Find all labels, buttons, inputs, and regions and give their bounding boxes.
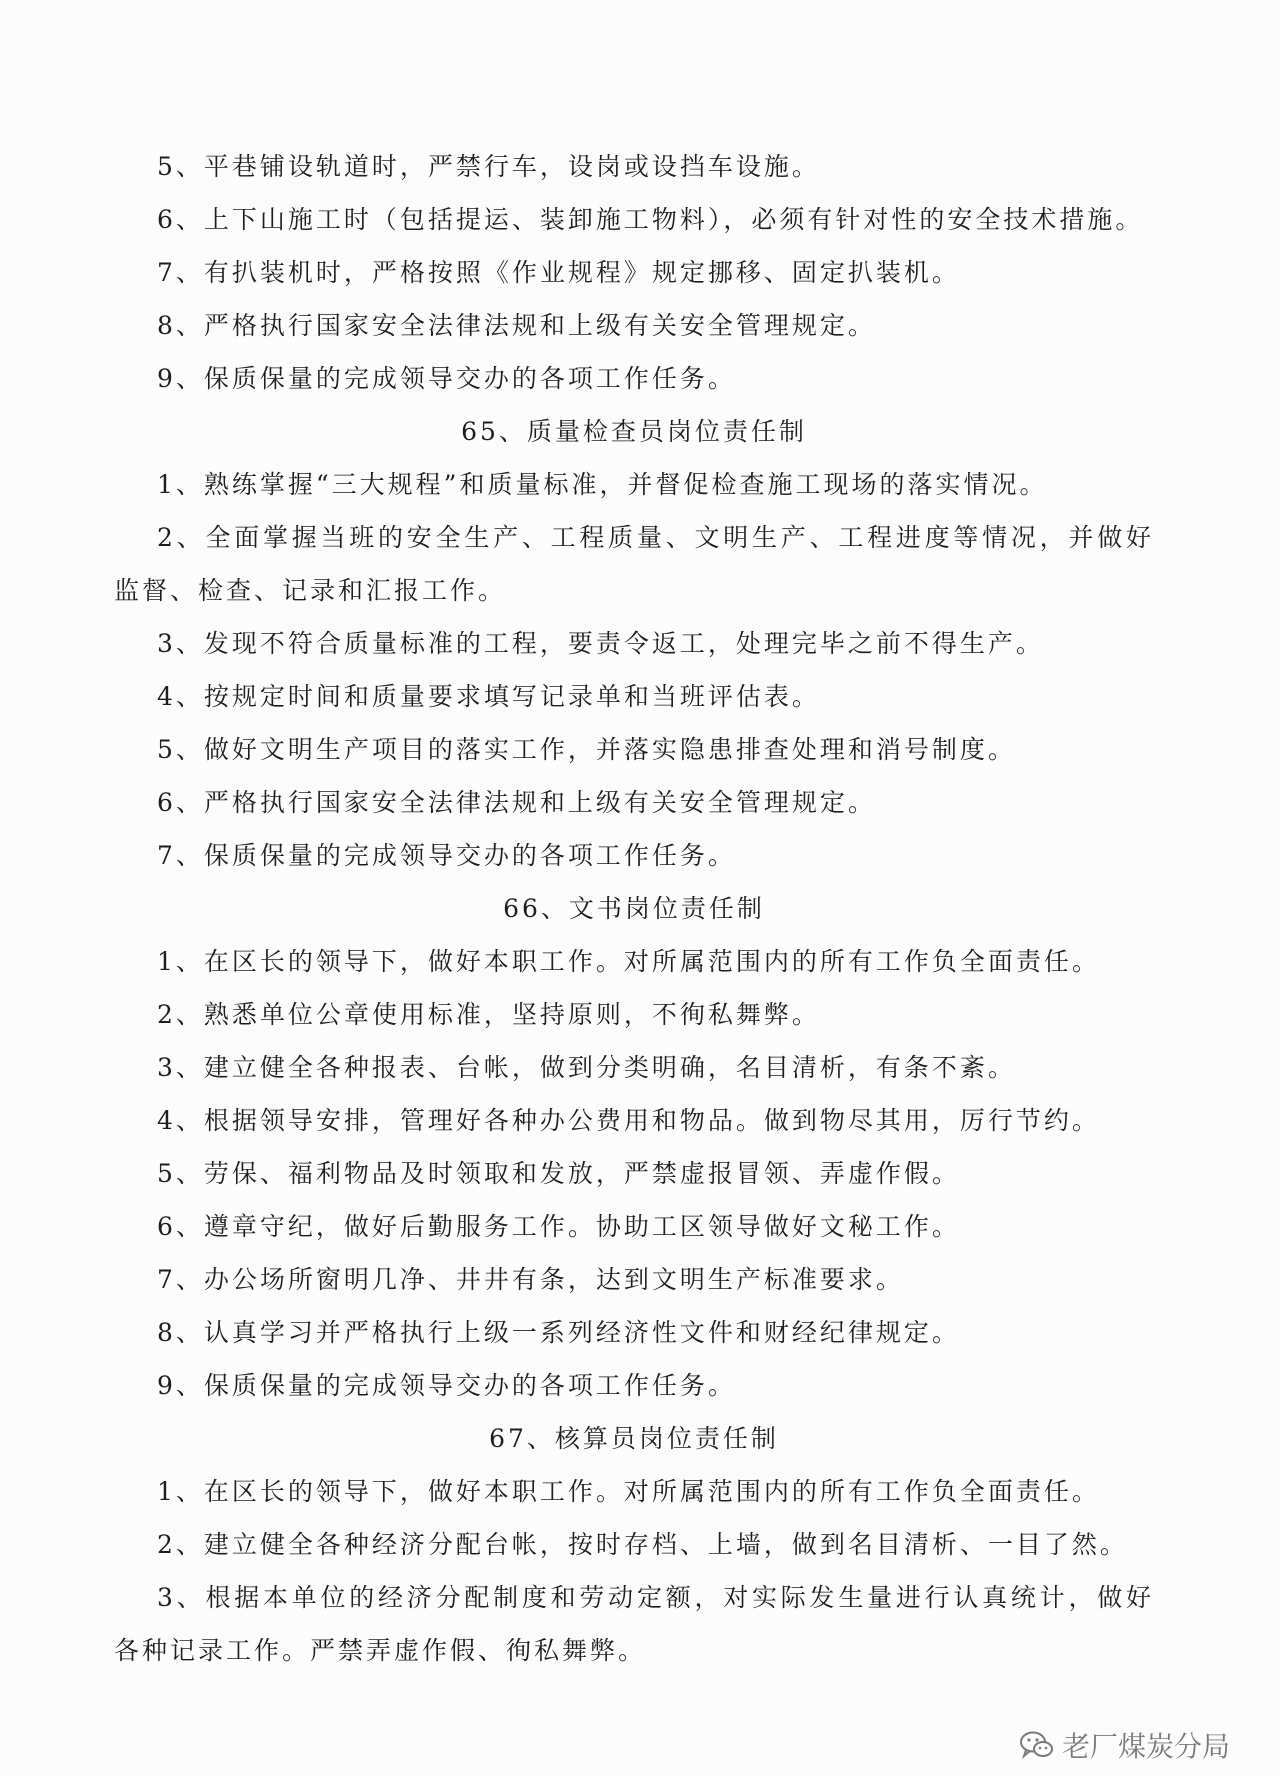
list-item: 7、有扒装机时，严格按照《作业规程》规定挪移、固定扒装机。 bbox=[157, 258, 960, 287]
list-item: 1、在区长的领导下，做好本职工作。对所属范围内的所有工作负全面责任。 bbox=[157, 1477, 1100, 1506]
list-item-continuation: 各种记录工作。严禁弄虚作假、徇私舞弊。 bbox=[114, 1636, 647, 1665]
section-66-title: 66、文书岗位责任制 bbox=[503, 894, 765, 923]
list-item: 2、熟悉单位公章使用标准，坚持原则，不徇私舞弊。 bbox=[157, 1000, 820, 1029]
wechat-icon bbox=[1020, 1730, 1054, 1760]
list-item: 2、建立健全各种经济分配台帐，按时存档、上墙，做到名目清析、一目了然。 bbox=[157, 1530, 1128, 1559]
list-item: 6、遵章守纪，做好后勤服务工作。协助工区领导做好文秘工作。 bbox=[157, 1212, 960, 1241]
list-item: 1、熟练掌握“三大规程”和质量标准，并督促检查施工现场的落实情况。 bbox=[157, 470, 1048, 499]
list-item: 8、认真学习并严格执行上级一系列经济性文件和财经纪律规定。 bbox=[157, 1318, 960, 1347]
watermark-text: 老厂煤炭分局 bbox=[1061, 1730, 1230, 1763]
list-item: 5、做好文明生产项目的落实工作，并落实隐患排查处理和消号制度。 bbox=[157, 735, 1016, 764]
list-item: 9、保质保量的完成领导交办的各项工作任务。 bbox=[157, 1371, 736, 1400]
list-item: 1、在区长的领导下，做好本职工作。对所属范围内的所有工作负全面责任。 bbox=[157, 947, 1100, 976]
list-item: 8、严格执行国家安全法律法规和上级有关安全管理规定。 bbox=[157, 311, 876, 340]
list-item: 4、按规定时间和质量要求填写记录单和当班评估表。 bbox=[157, 682, 820, 711]
section-67-title: 67、核算员岗位责任制 bbox=[489, 1424, 779, 1453]
list-item: 5、劳保、福利物品及时领取和发放，严禁虚报冒领、弄虚作假。 bbox=[157, 1159, 960, 1188]
list-item: 2、全面掌握当班的安全生产、工程质量、文明生产、工程进度等情况，并做好 bbox=[157, 523, 1154, 552]
list-item: 3、建立健全各种报表、台帐，做到分类明确，名目清析，有条不紊。 bbox=[157, 1053, 1016, 1082]
list-item: 4、根据领导安排，管理好各种办公费用和物品。做到物尽其用，厉行节约。 bbox=[157, 1106, 1100, 1135]
list-item: 7、办公场所窗明几净、井井有条，达到文明生产标准要求。 bbox=[157, 1265, 904, 1294]
list-item: 5、平巷铺设轨道时，严禁行车，设岗或设挡车设施。 bbox=[157, 152, 820, 181]
document-body bbox=[114, 140, 1154, 1677]
list-item: 7、保质保量的完成领导交办的各项工作任务。 bbox=[157, 841, 736, 870]
list-item: 3、根据本单位的经济分配制度和劳动定额，对实际发生量进行认真统计，做好 bbox=[157, 1583, 1154, 1612]
watermark bbox=[1020, 1725, 1230, 1765]
section-65-title: 65、质量检查员岗位责任制 bbox=[461, 417, 807, 446]
list-item: 6、严格执行国家安全法律法规和上级有关安全管理规定。 bbox=[157, 788, 876, 817]
list-item: 6、上下山施工时（包括提运、装卸施工物料），必须有针对性的安全技术措施。 bbox=[157, 205, 1144, 234]
list-item: 9、保质保量的完成领导交办的各项工作任务。 bbox=[157, 364, 736, 393]
list-item-continuation: 监督、检查、记录和汇报工作。 bbox=[114, 576, 507, 605]
list-item: 3、发现不符合质量标准的工程，要责令返工，处理完毕之前不得生产。 bbox=[157, 629, 1044, 658]
